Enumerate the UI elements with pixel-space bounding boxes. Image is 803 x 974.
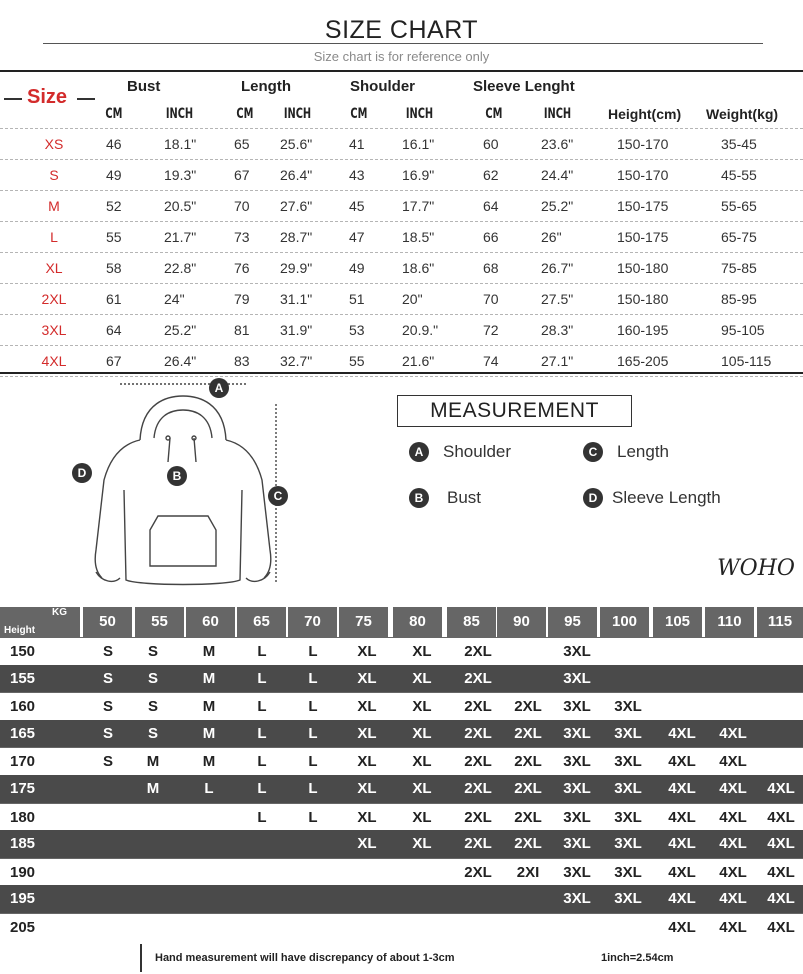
size-table-cell: 58 (106, 260, 122, 276)
fit-size-cell: 4XL (767, 890, 795, 908)
size-table-cell: 83 (234, 353, 250, 369)
weight-header: 90 (497, 607, 546, 637)
size-table-cell: 20.5" (164, 198, 197, 214)
fit-size-cell: M (146, 753, 160, 771)
fit-size-cell: 2XL (464, 808, 492, 826)
fit-size-cell: 3XL (563, 698, 591, 716)
size-table-cell: 16.1" (402, 136, 435, 152)
fit-size-cell: 4XL (668, 753, 696, 771)
size-column-header: Size (27, 86, 68, 108)
fit-size-cell: 2XL (464, 780, 492, 797)
size-table-cell: 26.4" (280, 167, 313, 183)
row-size-label: XS (44, 136, 64, 152)
measurement-title: MEASUREMENT (397, 395, 632, 427)
size-table-cell: 21.7" (164, 229, 197, 245)
size-table-cell: 28.7" (280, 229, 313, 245)
extra-header: Height(cm) (608, 106, 682, 122)
fit-size-cell: XL (357, 724, 377, 742)
size-table-cell: 25.2" (541, 198, 574, 214)
fit-size-cell: 4XL (719, 808, 747, 826)
fit-size-cell: 4XL (668, 919, 696, 936)
row-separator (0, 283, 803, 284)
size-table-cell: 75-85 (721, 260, 757, 276)
fit-size-cell: M (202, 643, 216, 660)
fit-size-cell: S (102, 698, 113, 716)
size-table-cell: 65-75 (721, 229, 757, 245)
fit-size-cell: 3XL (614, 808, 642, 826)
legend-bust: Bust (447, 488, 482, 507)
fit-size-cell: L (308, 753, 318, 771)
size-table-cell: 62 (483, 167, 499, 183)
fit-size-cell: 3XL (614, 863, 642, 881)
weight-header: 110 (705, 607, 754, 637)
fit-size-cell: 2XL (464, 698, 492, 716)
size-table-cell: 51 (349, 291, 365, 307)
fit-size-cell: 2XL (514, 724, 542, 742)
unit-header: CM (105, 106, 123, 122)
fit-size-cell: S (147, 643, 158, 660)
legend-badge-b: B (409, 488, 429, 508)
size-table-cell: 64 (106, 322, 122, 338)
row-separator (0, 159, 803, 160)
fit-size-cell: XL (412, 808, 432, 826)
row-separator (0, 190, 803, 191)
size-table-cell: 26.4" (164, 353, 197, 369)
size-table-cell: 67 (234, 167, 250, 183)
fit-size-cell: S (102, 669, 113, 687)
height-label: 195 (10, 890, 36, 908)
size-table-cell: 74 (483, 353, 499, 369)
size-table-cell: 16.9" (402, 167, 435, 183)
fit-size-cell: XL (412, 835, 432, 853)
fit-size-cell: 2XL (464, 643, 492, 660)
fit-size-cell: XL (412, 724, 432, 742)
weight-header: 70 (288, 607, 337, 637)
legend-badge-d: D (583, 488, 603, 508)
unit-header: INCH (405, 106, 434, 122)
fit-size-cell: XL (357, 808, 377, 826)
weight-header: 80 (393, 607, 442, 637)
fit-size-cell: 2XL (514, 780, 542, 797)
fit-size-cell: 3XL (614, 780, 642, 797)
fit-size-cell: 4XL (719, 863, 747, 881)
group-header: Bust (127, 78, 161, 95)
kg-axis-label: KG (52, 607, 67, 618)
group-header: Sleeve Lenght (473, 78, 575, 95)
fit-size-cell: 3XL (563, 890, 591, 908)
title-divider (43, 43, 763, 44)
size-table-cell: 18.5" (402, 229, 435, 245)
fit-size-cell: XL (412, 669, 432, 687)
fit-grid-row (0, 665, 803, 693)
fit-size-cell: 3XL (563, 835, 591, 853)
fit-size-cell: L (308, 643, 318, 660)
size-table-cell: 68 (483, 260, 499, 276)
size-table-cell: 150-170 (617, 167, 669, 183)
size-table-cell: 21.6" (402, 353, 435, 369)
fit-size-cell: 2XL (464, 753, 492, 771)
size-table-cell: 19.3" (164, 167, 197, 183)
size-table-cell: 25.2" (164, 322, 197, 338)
row-size-label: L (50, 229, 58, 245)
fit-size-cell: 3XL (614, 890, 642, 908)
fit-size-cell: L (257, 669, 267, 687)
fit-size-cell: L (257, 724, 267, 742)
fit-size-cell: 2XI (516, 863, 540, 881)
size-table-cell: 27.1" (541, 353, 574, 369)
size-label-rule-right (77, 98, 95, 100)
size-table-cell: 27.6" (280, 198, 313, 214)
fit-grid-row (0, 913, 803, 941)
fit-size-cell: 4XL (719, 890, 747, 908)
fit-size-cell: XL (357, 753, 377, 771)
fit-size-cell: 4XL (668, 863, 696, 881)
height-label: 205 (10, 919, 36, 936)
size-table-cell: 85-95 (721, 291, 757, 307)
fit-size-cell: 4XL (719, 835, 747, 853)
weight-header: 60 (186, 607, 235, 637)
fit-size-cell: 3XL (614, 724, 642, 742)
size-table-cell: 79 (234, 291, 250, 307)
size-table-cell: 26.7" (541, 260, 574, 276)
size-table-cell: 70 (483, 291, 499, 307)
size-table-cell: 160-195 (617, 322, 669, 338)
diagram-marker-c: C (268, 486, 288, 506)
size-table-cell: 67 (106, 353, 122, 369)
size-table-cell: 150-170 (617, 136, 669, 152)
fit-size-cell: 3XL (563, 780, 591, 797)
fit-size-cell: 4XL (719, 780, 747, 797)
row-separator (0, 376, 803, 377)
fit-size-cell: 4XL (767, 808, 795, 826)
row-size-label: XL (45, 260, 63, 276)
weight-header: 115 (757, 607, 803, 637)
row-separator (0, 345, 803, 346)
size-table-cell: 64 (483, 198, 499, 214)
height-label: 170 (10, 753, 36, 771)
row-separator (0, 221, 803, 222)
size-table-cell: 52 (106, 198, 122, 214)
fit-size-cell: 4XL (719, 724, 747, 742)
fit-grid-row (0, 858, 803, 886)
size-table-cell: 150-175 (617, 198, 669, 214)
legend-badge-c: C (583, 442, 603, 462)
row-size-label: M (48, 198, 60, 214)
size-table-cell: 66 (483, 229, 499, 245)
size-table-cell: 31.9" (280, 322, 313, 338)
fit-size-cell: L (308, 808, 318, 826)
size-table-cell: 41 (349, 136, 365, 152)
fit-size-cell: S (102, 724, 113, 742)
fit-size-cell: S (102, 753, 113, 771)
size-table-cell: 61 (106, 291, 122, 307)
fit-size-cell: 4XL (767, 780, 795, 797)
legend-badge-a: A (409, 442, 429, 462)
fit-size-cell: L (257, 808, 267, 826)
size-table-cell: 150-180 (617, 291, 669, 307)
unit-header: INCH (165, 106, 194, 122)
fit-size-cell: 3XL (563, 724, 591, 742)
size-table-cell: 72 (483, 322, 499, 338)
weight-header: 95 (548, 607, 597, 637)
size-table-cell: 65 (234, 136, 250, 152)
size-table-cell: 55 (106, 229, 122, 245)
fit-size-cell: 4XL (668, 724, 696, 742)
size-table-cell: 26" (541, 229, 562, 245)
row-size-label: S (49, 167, 59, 183)
fit-size-cell: S (147, 724, 158, 742)
fit-size-cell: XL (357, 643, 377, 660)
fit-size-cell: M (202, 698, 216, 716)
fit-size-cell: 4XL (668, 808, 696, 826)
hoodie-diagram (70, 380, 300, 600)
weight-header: 65 (237, 607, 286, 637)
fit-size-cell: 3XL (563, 643, 591, 660)
weight-header: 105 (653, 607, 702, 637)
size-table-cell: 27.5" (541, 291, 574, 307)
legend-shoulder: Shoulder (443, 442, 512, 461)
fit-size-cell: L (257, 643, 267, 660)
fit-size-cell: XL (357, 780, 377, 797)
fit-grid-row (0, 747, 803, 775)
size-table-cell: 45 (349, 198, 365, 214)
weight-header: 50 (83, 607, 132, 637)
fit-size-cell: M (146, 780, 160, 797)
fit-size-cell: 2XL (514, 808, 542, 826)
extra-header: Weight(kg) (706, 106, 779, 122)
size-table-cell: 81 (234, 322, 250, 338)
size-table-cell: 47 (349, 229, 365, 245)
row-size-label: 3XL (41, 322, 67, 338)
size-table-cell: 28.3" (541, 322, 574, 338)
unit-header: INCH (283, 106, 312, 122)
unit-header: INCH (543, 106, 572, 122)
fit-size-cell: 2XL (464, 724, 492, 742)
group-header: Shoulder (350, 78, 416, 95)
size-table-cell: 165-205 (617, 353, 669, 369)
size-table-cell: 49 (106, 167, 122, 183)
fit-size-cell: XL (412, 643, 432, 660)
fit-size-cell: 3XL (563, 753, 591, 771)
fit-size-cell: 2XL (464, 835, 492, 853)
fit-size-cell: 3XL (563, 808, 591, 826)
fit-size-cell: XL (412, 753, 432, 771)
fit-size-cell: 2XL (464, 669, 492, 687)
footer-note: Hand measurement will have discrepancy of about 1-3cm (155, 952, 455, 964)
size-table-cell: 20" (402, 291, 423, 307)
size-table-cell: 55-65 (721, 198, 757, 214)
fit-grid-row (0, 830, 803, 858)
size-table-cell: 45-55 (721, 167, 757, 183)
fit-size-cell: 3XL (614, 698, 642, 716)
size-table-cell: 32.7" (280, 353, 313, 369)
size-table-cell: 150-180 (617, 260, 669, 276)
weight-header: 55 (135, 607, 184, 637)
fit-size-cell: 4XL (719, 753, 747, 771)
size-table-cell: 60 (483, 136, 499, 152)
fit-size-cell: S (147, 669, 158, 687)
page-title: SIZE CHART (324, 16, 479, 44)
size-table-cell: 76 (234, 260, 250, 276)
size-table-cell: 29.9" (280, 260, 313, 276)
diagram-marker-d: D (72, 463, 92, 483)
fit-size-cell: M (202, 753, 216, 771)
fit-size-cell: 4XL (767, 835, 795, 853)
fit-size-cell: L (204, 780, 214, 797)
size-table-cell: 53 (349, 322, 365, 338)
height-label: 155 (10, 669, 36, 687)
fit-size-cell: L (308, 724, 318, 742)
diagram-marker-a: A (209, 378, 229, 398)
size-table-cell: 105-115 (721, 353, 772, 369)
legend-length: Length (617, 442, 669, 461)
fit-size-cell: L (257, 780, 267, 797)
size-table-cell: 31.1" (280, 291, 313, 307)
weight-header: 75 (339, 607, 388, 637)
diagram-marker-b: B (167, 466, 187, 486)
size-table-cell: 95-105 (721, 322, 765, 338)
size-table-cell: 70 (234, 198, 250, 214)
height-label: 180 (10, 808, 36, 826)
fit-grid-row (0, 692, 803, 720)
row-separator (0, 252, 803, 253)
fit-size-cell: L (308, 698, 318, 716)
size-table-cell: 17.7" (402, 198, 435, 214)
unit-header: CM (350, 106, 368, 122)
size-table-cell: 18.1" (164, 136, 197, 152)
fit-grid-row (0, 720, 803, 748)
fit-size-cell: 4XL (668, 780, 696, 797)
fit-size-cell: S (102, 643, 113, 660)
row-separator (0, 314, 803, 315)
size-table-cell: 150-175 (617, 229, 669, 245)
size-table-cell: 43 (349, 167, 365, 183)
fit-size-cell: S (147, 698, 158, 716)
size-table-cell: 25.6" (280, 136, 313, 152)
fit-grid-row (0, 775, 803, 803)
fit-size-cell: L (257, 698, 267, 716)
legend-sleeve-length: Sleeve Length (612, 488, 721, 507)
fit-size-cell: L (308, 780, 318, 797)
height-label: 150 (10, 643, 36, 660)
fit-size-cell: 2XL (464, 863, 492, 881)
size-table-cell: 49 (349, 260, 365, 276)
size-table-cell: 24.4" (541, 167, 574, 183)
fit-size-cell: L (308, 669, 318, 687)
weight-header: 100 (600, 607, 649, 637)
fit-size-cell: 3XL (563, 863, 591, 881)
fit-grid-row (0, 637, 803, 665)
height-label: 190 (10, 863, 36, 881)
fit-size-cell: 4XL (767, 863, 795, 881)
brand-logo: WOHO (717, 556, 795, 581)
size-table-cell: 23.6" (541, 136, 574, 152)
size-table-cell: 22.8" (164, 260, 197, 276)
fit-size-cell: XL (412, 780, 432, 797)
fit-size-cell: 4XL (767, 919, 795, 936)
weight-header: 85 (447, 607, 496, 637)
size-table-cell: 35-45 (721, 136, 757, 152)
row-size-label: 2XL (41, 291, 67, 307)
height-label: 165 (10, 724, 36, 742)
fit-size-cell: 3XL (563, 669, 591, 687)
size-label-rule-left (4, 98, 22, 100)
fit-size-cell: 4XL (668, 835, 696, 853)
unit-header: CM (236, 106, 254, 122)
size-table-cell: 46 (106, 136, 122, 152)
fit-size-cell: XL (357, 835, 377, 853)
fit-size-cell: M (202, 724, 216, 742)
fit-size-cell: 3XL (614, 753, 642, 771)
height-label: 175 (10, 780, 36, 797)
fit-size-cell: 2XL (514, 698, 542, 716)
unit-header: CM (485, 106, 503, 122)
size-table-cell: 18.6" (402, 260, 435, 276)
fit-size-cell: XL (357, 669, 377, 687)
fit-size-cell: XL (357, 698, 377, 716)
fit-size-cell: 2XL (514, 835, 542, 853)
fit-grid-row (0, 803, 803, 831)
fit-size-cell: 3XL (614, 835, 642, 853)
fit-size-cell: 2XL (514, 753, 542, 771)
fit-size-cell: XL (412, 698, 432, 716)
footer-conversion: 1inch=2.54cm (601, 952, 674, 964)
height-label: 185 (10, 835, 36, 853)
fit-size-cell: L (257, 753, 267, 771)
group-header: Length (241, 78, 291, 95)
height-label: 160 (10, 698, 36, 716)
fit-size-cell: M (202, 669, 216, 687)
size-table-cell: 55 (349, 353, 365, 369)
fit-grid-row (0, 885, 803, 913)
fit-size-cell: 4XL (668, 890, 696, 908)
row-size-label: 4XL (41, 353, 67, 369)
height-axis-label: Height (4, 625, 36, 636)
size-table-cell: 73 (234, 229, 250, 245)
page-subtitle: Size chart is for reference only (313, 49, 490, 64)
fit-size-cell: 4XL (719, 919, 747, 936)
size-table-cell: 20.9." (402, 322, 439, 338)
size-table-cell: 24" (164, 291, 185, 307)
row-separator (0, 128, 803, 129)
